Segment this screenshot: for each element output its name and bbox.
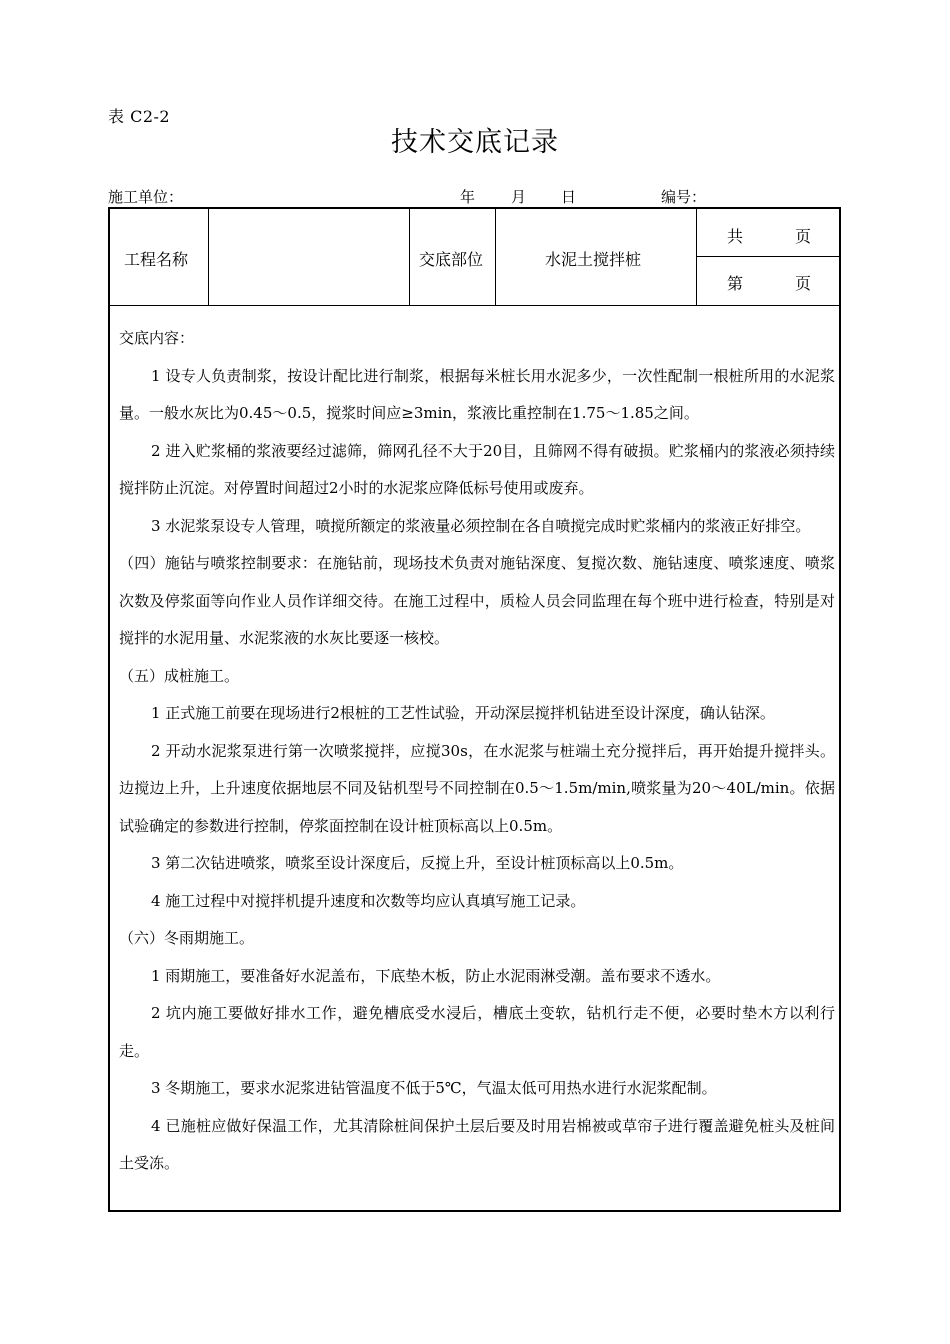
content-paragraph: 2 开动水泥浆泵进行第一次喷浆搅拌，应搅30s，在水泥浆与桩端土充分搅拌后，再开始提升搅拌头。边搅边上升，上升速度依据地层不同及钻机型号不同控制在0.5～1.5m/min,喷浆量为20～40L/min。依据试验确定的参数进行控制，停浆面控制在设计桩顶标高以上0.5m。 (119, 741, 835, 835)
day-label: 日 (561, 188, 577, 206)
content-paragraph: 2 坑内施工要做好排水工作，避免槽底受水浸后，槽底土变软，钻机行走不便，必要时垫木方以利行走。 (119, 1004, 835, 1060)
divider (208, 209, 209, 305)
content-paragraph: 3 第二次钻进喷浆，喷浆至设计深度后，反搅上升，至设计桩顶标高以上0.5m。 (151, 854, 684, 872)
section-heading: （五）成桩施工。 (119, 666, 240, 685)
content-paragraph: 1 雨期施工，要准备好水泥盖布，下底垫木板，防止水泥雨淋受潮。盖布要求不透水。 (151, 966, 721, 985)
page-title: 技术交底记录 (391, 127, 559, 158)
disclosure-part-label: 交底部位 (419, 250, 484, 269)
total-pages-unit: 页 (795, 227, 812, 246)
total-pages-label: 共 (727, 227, 744, 246)
divider (409, 209, 410, 305)
record-number-label: 编号： (661, 188, 707, 206)
content-paragraph: 1 设专人负责制浆，按设计配比进行制浆，根据每米桩长用水泥多少，一次性配制一根桩所用的水泥浆量。一般水灰比为0.45～0.5，搅浆时间应≥3min，浆液比重控制在1.75～1.85之间。 (119, 366, 835, 422)
year-label: 年 (460, 188, 476, 206)
content-paragraph: 1 正式施工前要在现场进行2根桩的工艺性试验，开动深层搅拌机钻进至设计深度，确认钻深。 (151, 704, 775, 722)
project-name-label: 工程名称 (124, 250, 189, 269)
disclosure-part-value: 水泥土搅拌桩 (545, 250, 642, 269)
content-paragraph: 3 冬期施工，要求水泥浆进钻管温度不低于5℃，气温太低可用热水进行水泥浆配制。 (151, 1079, 717, 1097)
project-info-row (110, 209, 839, 306)
page-number-unit: 页 (795, 274, 812, 293)
content-paragraph: 4 已施桩应做好保温工作，尤其清除桩间保护土层后要及时用岩棉被或草帘子进行覆盖避免桩头及桩间土受冻。 (119, 1116, 835, 1172)
divider (696, 256, 839, 257)
month-label: 月 (511, 188, 527, 206)
content-paragraph: 4 施工过程中对搅拌机提升速度和次数等均应认真填写施工记录。 (151, 891, 586, 910)
form-code: 表 C2-2 (108, 107, 171, 126)
content-paragraph: 3 水泥浆泵设专人管理，喷搅所额定的浆液量必须控制在各自喷搅完成时贮浆桶内的浆液正好排空。 (151, 516, 811, 535)
construction-unit-label: 施工单位： (108, 188, 184, 206)
disclosure-record-table (108, 207, 841, 1212)
content-paragraph: 2 进入贮浆桶的浆液要经过滤筛，筛网孔径不大于20目，且筛网不得有破损。贮浆桶内的浆液必须持续搅拌防止沉淀。对停置时间超过2小时的水泥浆应降低标号使用或废弃。 (119, 441, 835, 497)
section-heading: （四）施钻与喷浆控制要求：在施钻前，现场技术负责对施钻深度、复搅次数、施钻速度、喷浆速度、喷浆次数及停浆面等向作业人员作详细交待。在施工过程中，质检人员会同监理在每个班中进行检查，特别是对搅拌的水泥用量、水泥浆液的水灰比要逐一核校。 (119, 554, 835, 647)
divider (495, 209, 496, 305)
section-heading: （六）冬雨期施工。 (119, 929, 255, 947)
disclosure-content (110, 306, 839, 1183)
page-number-label: 第 (727, 274, 744, 293)
divider (696, 209, 697, 305)
content-heading: 交底内容： (119, 329, 195, 347)
